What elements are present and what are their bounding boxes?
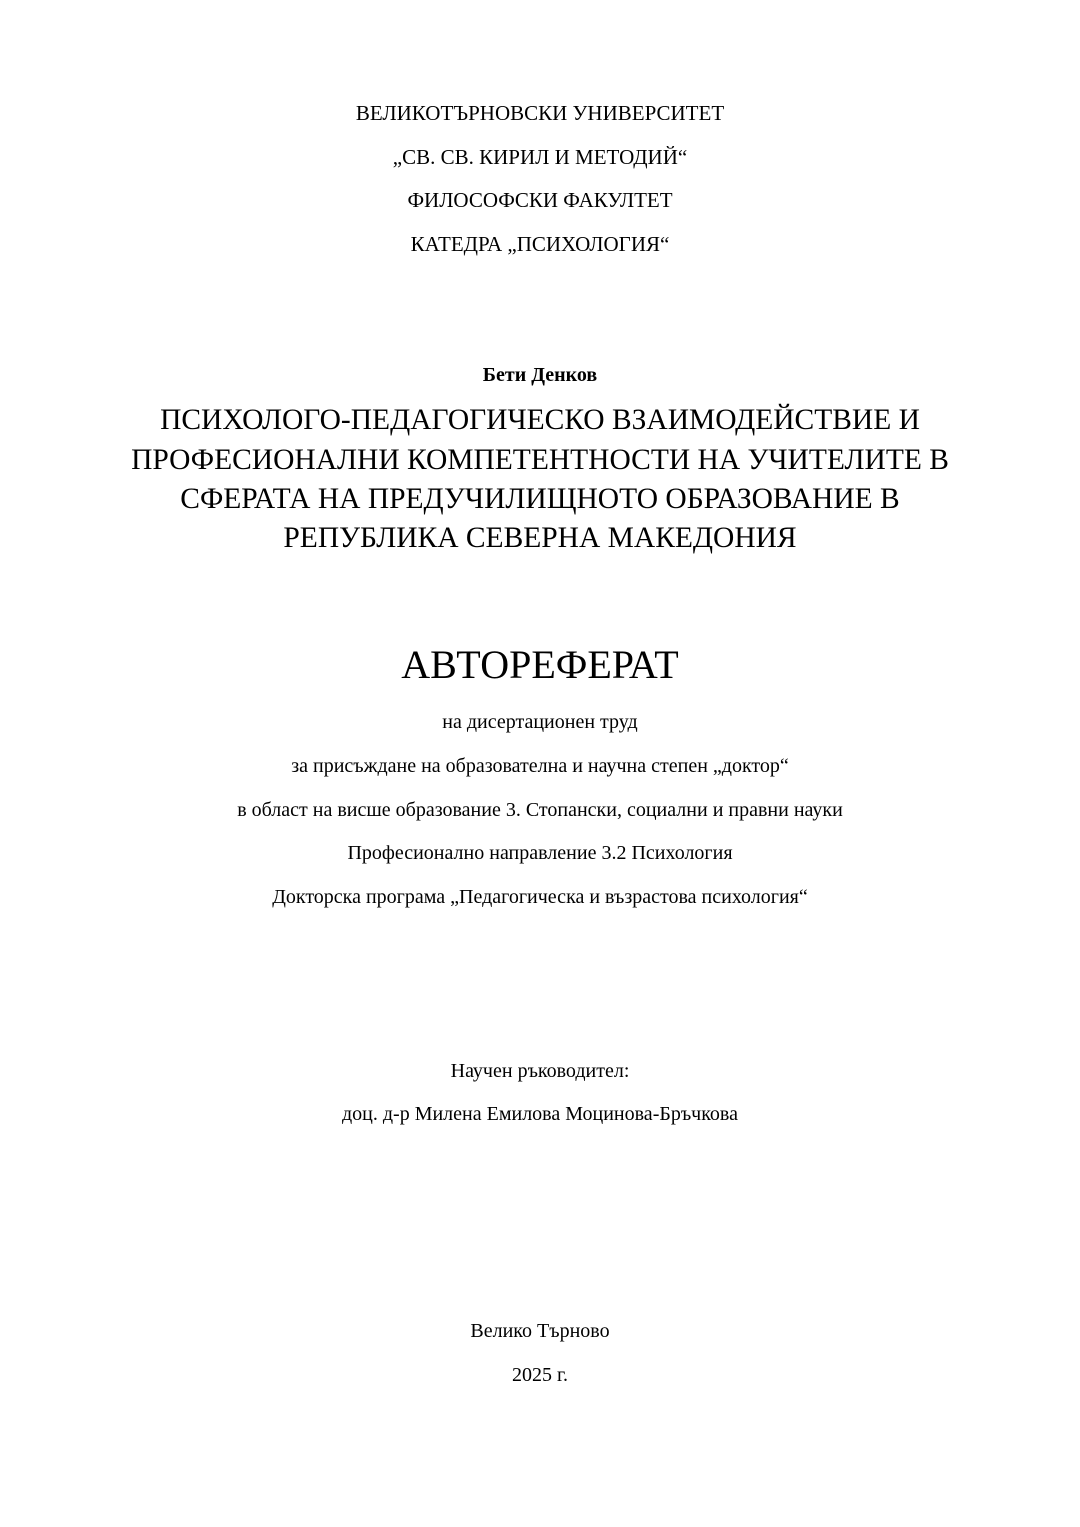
city: Велико Търново <box>470 1320 610 1342</box>
detail-line: Професионално направление 3.2 Психология <box>347 842 733 864</box>
author-name: Бети Денков <box>482 364 598 386</box>
university-name-line: „СВ. СВ. КИРИЛ И МЕТОДИЙ“ <box>392 145 688 169</box>
year: 2025 г. <box>512 1364 568 1386</box>
detail-line: в област на висше образование 3. Стопански, социални и правни науки <box>237 799 843 821</box>
title-line: ПРОФЕСИОНАЛНИ КОМПЕТЕНТНОСТИ НА УЧИТЕЛИТЕ В <box>131 444 949 476</box>
detail-line: на дисертационен труд <box>442 711 638 733</box>
supervisor-label: Научен ръководител: <box>450 1060 630 1082</box>
title-line: СФЕРАТА НА ПРЕДУЧИЛИЩНОТО ОБРАЗОВАНИЕ В <box>180 483 900 515</box>
detail-line: Докторска програма „Педагогическа и възрастова психология“ <box>272 886 808 908</box>
department-line: КАТЕДРА „ПСИХОЛОГИЯ“ <box>410 232 670 256</box>
supervisor-name: доц. д-р Милена Емилова Моцинова-Бръчкова <box>341 1103 738 1125</box>
document-type-heading: АВТОРЕФЕРАТ <box>401 642 679 687</box>
detail-line: за присъждане на образователна и научна степен „доктор“ <box>291 755 789 777</box>
faculty-line: ФИЛОСОФСКИ ФАКУЛТЕТ <box>407 188 673 212</box>
title-line: РЕПУБЛИКА СЕВЕРНА МАКЕДОНИЯ <box>283 522 797 554</box>
title-line: ПСИХОЛОГО-ПЕДАГОГИЧЕСКО ВЗАИМОДЕЙСТВИЕ И <box>160 404 920 436</box>
university-line: ВЕЛИКОТЪРНОВСКИ УНИВЕРСИТЕТ <box>355 101 725 125</box>
